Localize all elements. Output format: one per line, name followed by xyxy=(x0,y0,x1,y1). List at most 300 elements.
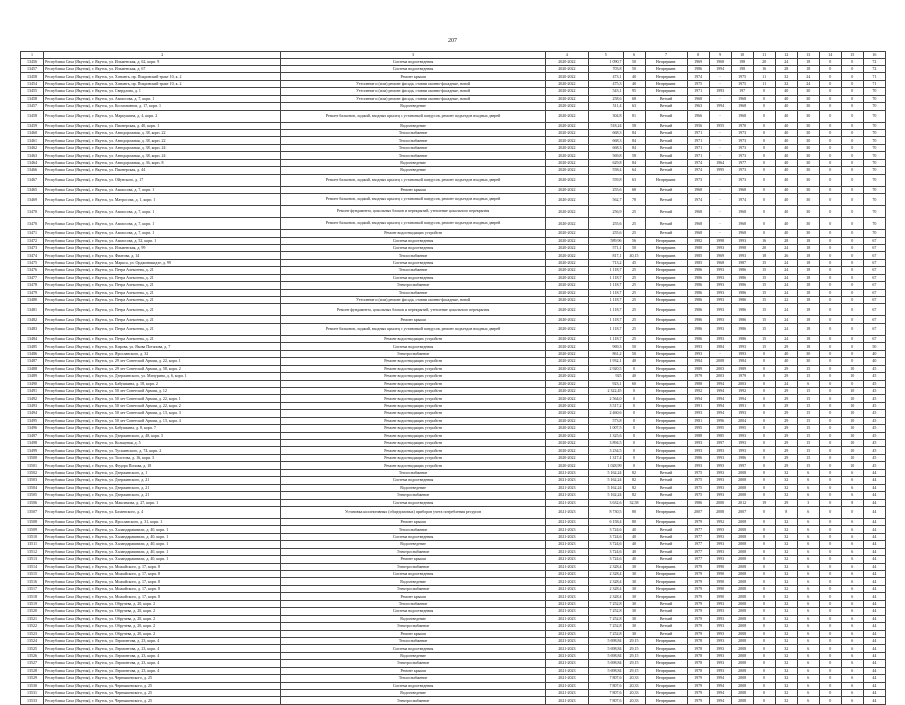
table-cell: 0 xyxy=(623,462,645,469)
table-cell: 2 920,5 xyxy=(588,365,623,372)
table-row xyxy=(21,432,886,439)
table-cell: 0 xyxy=(841,244,863,251)
table-cell: 80 xyxy=(623,506,645,518)
table-cell: Водоотведение xyxy=(281,484,546,491)
table-cell: 0 xyxy=(841,130,863,137)
table-cell: Теплоснабжение xyxy=(281,252,546,259)
table-cell: 6 xyxy=(797,637,819,644)
table-cell: 1968 xyxy=(731,186,753,193)
table-cell: 1974 xyxy=(687,159,709,166)
table-cell: 0 xyxy=(819,58,841,65)
table-cell: 67 xyxy=(863,267,885,274)
table-cell: 82 xyxy=(623,469,645,476)
table-row xyxy=(21,563,886,570)
table-cell: 58 xyxy=(623,152,645,159)
table-cell: 0 xyxy=(753,387,775,394)
table-cell: 1971 xyxy=(687,137,709,144)
table-cell: 45 xyxy=(863,380,885,387)
column-number: 16 xyxy=(863,52,885,59)
table-cell: 0 xyxy=(753,667,775,674)
table-cell: 1979 xyxy=(687,563,709,570)
table-cell: 13482 xyxy=(21,316,44,323)
table-cell: 0 xyxy=(819,425,841,432)
table-cell: 0 xyxy=(819,380,841,387)
table-cell: 1968 xyxy=(731,95,753,102)
table-cell: 1990 xyxy=(709,593,731,600)
table-cell: Теплоснабжение xyxy=(281,289,546,296)
table-row xyxy=(21,237,886,244)
table-cell: Электроснабжение xyxy=(281,660,546,667)
table-cell: 2020-2022 xyxy=(545,110,588,122)
table-cell: - xyxy=(709,186,731,193)
table-cell: 44 xyxy=(863,675,885,682)
table-cell: 0 xyxy=(819,350,841,357)
table-cell: 13531 xyxy=(21,690,44,697)
table-cell: 40 xyxy=(775,358,797,365)
table-cell: Непрерывн. xyxy=(645,65,687,72)
table-cell: 7 807,6 xyxy=(588,697,623,704)
table-cell: 1968 xyxy=(687,218,709,230)
table-cell: 44 xyxy=(863,660,885,667)
table-cell: 45 xyxy=(863,395,885,402)
table-cell: 6 xyxy=(797,556,819,563)
table-cell: 2003 xyxy=(709,365,731,372)
table-cell: 7 807,6 xyxy=(588,690,623,697)
table-cell: 1994 xyxy=(731,395,753,402)
table-cell: 2020-2022 xyxy=(545,95,588,102)
table-cell: 3 724,6 xyxy=(588,533,623,540)
table-row xyxy=(21,230,886,237)
table-cell: 44 xyxy=(863,593,885,600)
table-cell: 10 xyxy=(841,410,863,417)
table-cell: 15 xyxy=(753,267,775,274)
table-cell: 1991 xyxy=(687,402,709,409)
table-cell: 2007 xyxy=(687,506,709,518)
table-cell: 72 xyxy=(863,58,885,65)
table-cell: 40 xyxy=(775,110,797,122)
table-cell: 1975 xyxy=(731,80,753,87)
table-cell: 6 158,4 xyxy=(588,518,623,525)
table-cell: 13493 xyxy=(21,402,44,409)
table-cell: - xyxy=(709,110,731,122)
table-cell: 18 xyxy=(797,323,819,335)
table-cell: 197 xyxy=(731,88,753,95)
table-cell: 7 807,6 xyxy=(588,682,623,689)
table-cell: 2020-2022 xyxy=(545,462,588,469)
table-cell: 6 xyxy=(797,506,819,518)
table-cell: 0 xyxy=(753,682,775,689)
table-cell: 29 xyxy=(775,440,797,447)
table-row xyxy=(21,316,886,323)
table-cell: Республика Саха (Якутия), г. Якутск, ул. 29 лет Советской Армии, д. 22, корп. 1 xyxy=(44,358,281,365)
table-cell: Республика Саха (Якутия), г. Якутск, ул. Можайского, д. 17, корп. 8 xyxy=(44,593,281,600)
table-cell: 13469 xyxy=(21,194,44,206)
table-cell: Ремонт водоотводящих устройств xyxy=(281,387,546,394)
table-cell: 30 xyxy=(797,159,819,166)
table-cell: 6 xyxy=(797,477,819,484)
table-cell: Республика Саха (Якутия), г. Якутск, ул. Халандарашвили, д. 40, корп. 1 xyxy=(44,541,281,548)
table-cell: 0 xyxy=(819,358,841,365)
table-cell: 2020-2022 xyxy=(545,174,588,186)
table-cell: 2020-2022 xyxy=(545,144,588,151)
table-cell: 25 xyxy=(623,274,645,281)
table-cell: 6 xyxy=(841,578,863,585)
table-cell: 32 xyxy=(775,541,797,548)
table-cell: Непрерывн. xyxy=(645,252,687,259)
table-cell: 24 xyxy=(775,282,797,289)
table-cell: 1968 xyxy=(709,259,731,266)
table-cell: 2008 xyxy=(731,682,753,689)
table-cell: 25 xyxy=(623,335,645,342)
table-cell: Непрерывн. xyxy=(645,585,687,592)
table-cell: 2020-2022 xyxy=(545,137,588,144)
table-cell: 30 xyxy=(797,194,819,206)
table-cell: 63 xyxy=(623,103,645,110)
table-cell: 84 xyxy=(623,144,645,151)
table-cell: 13458 xyxy=(21,110,44,122)
table-cell: 1973 xyxy=(731,137,753,144)
table-cell: 1968 xyxy=(731,218,753,230)
table-row xyxy=(21,304,886,316)
table-cell: 925 xyxy=(588,373,623,380)
table-cell: 1993 xyxy=(709,454,731,461)
table-cell: 0 xyxy=(753,637,775,644)
table-cell: 1971 xyxy=(687,144,709,151)
table-cell: 0 xyxy=(841,206,863,218)
table-cell: 0 xyxy=(841,110,863,122)
table-cell: 1993 xyxy=(709,323,731,335)
table-cell: Непрерывн. xyxy=(645,297,687,304)
table-cell: Теплоснабжение xyxy=(281,637,546,644)
page-number: 207 xyxy=(448,38,457,44)
table-cell: 82 xyxy=(623,492,645,499)
table-row xyxy=(21,469,886,476)
table-row xyxy=(21,682,886,689)
table-cell: 1993 xyxy=(709,469,731,476)
table-cell: 7 252,8 xyxy=(588,600,623,607)
table-cell: 24 xyxy=(797,80,819,87)
table-cell: 0 xyxy=(819,237,841,244)
table-cell: 475,3 xyxy=(588,80,623,87)
table-cell: Республика Саха (Якутия), г. Якутск, ул. Свердлова, д. 1 xyxy=(44,88,281,95)
table-row xyxy=(21,58,886,65)
table-cell: 2021-2023 xyxy=(545,637,588,644)
table-cell: 2020-2022 xyxy=(545,230,588,237)
table-cell: 1975 xyxy=(687,80,709,87)
table-cell: 0 xyxy=(819,267,841,274)
table-row xyxy=(21,506,886,518)
table-cell: 1991 xyxy=(731,402,753,409)
table-cell: 44 xyxy=(863,563,885,570)
table-cell: 13471 xyxy=(21,230,44,237)
table-cell: Непрерывн. xyxy=(645,237,687,244)
table-cell: 2021-2023 xyxy=(545,682,588,689)
table-cell: 40 xyxy=(775,186,797,193)
table-cell: 10 xyxy=(841,425,863,432)
table-cell: Ремонт водоотводящих устройств xyxy=(281,380,546,387)
table-cell: 1975 xyxy=(687,469,709,476)
table-cell: 0 xyxy=(623,447,645,454)
table-cell: 1986 xyxy=(687,282,709,289)
table-cell: Республика Саха (Якутия), г. Якутск, ул. Кольцевая, д. 5 xyxy=(44,440,281,447)
table-cell: 10 xyxy=(841,440,863,447)
table-row xyxy=(21,73,886,80)
table-cell: 30 xyxy=(623,623,645,630)
table-cell: Ветхий xyxy=(645,484,687,491)
table-cell: 71 xyxy=(863,73,885,80)
table-cell: 2021-2023 xyxy=(545,563,588,570)
table-cell: 1994 xyxy=(709,402,731,409)
table-cell: 24 xyxy=(775,335,797,342)
table-cell: 84 xyxy=(623,137,645,144)
table-cell: - xyxy=(709,73,731,80)
table-cell: 258,6 xyxy=(588,95,623,102)
table-cell: 2008 xyxy=(731,697,753,704)
table-cell: 0 xyxy=(841,252,863,259)
table-cell: 1988 xyxy=(687,380,709,387)
table-cell: 44 xyxy=(863,477,885,484)
table-cell: 6 xyxy=(841,630,863,637)
table-cell: Республика Саха (Якутия), г. Якутск, ул. Автодорожная, д. 38, корп. 24 xyxy=(44,152,281,159)
table-cell: 1968 xyxy=(731,206,753,218)
table-cell: 40 xyxy=(775,206,797,218)
table-cell: Республика Саха (Якутия), г. Якутск, ул. Аммосова, д. 7, корп. 1 xyxy=(44,206,281,218)
table-cell: 0 xyxy=(819,667,841,674)
table-cell: 15 xyxy=(797,365,819,372)
table-cell: 32 xyxy=(775,637,797,644)
table-cell: 2008 xyxy=(731,469,753,476)
table-cell: 1993 xyxy=(709,297,731,304)
table-cell: 18 xyxy=(797,297,819,304)
table-cell: 0 xyxy=(753,593,775,600)
table-row xyxy=(21,637,886,644)
table-cell: 1985 xyxy=(687,259,709,266)
table-cell: 13486 xyxy=(21,350,44,357)
table-cell: 518,24 xyxy=(588,122,623,129)
table-cell: 0 xyxy=(753,110,775,122)
table-cell: Непрерывн. xyxy=(645,80,687,87)
table-cell: 44 xyxy=(863,578,885,585)
table-cell: Непрерывн. xyxy=(645,289,687,296)
table-cell: 44 xyxy=(863,623,885,630)
table-cell: 6 xyxy=(797,541,819,548)
table-cell: 0 xyxy=(841,267,863,274)
table-cell: 24 xyxy=(775,380,797,387)
table-cell: Непрерывн. xyxy=(645,380,687,387)
table-cell: 0 xyxy=(753,350,775,357)
table-cell: 0 xyxy=(819,230,841,237)
table-cell: 0 xyxy=(819,167,841,174)
table-cell: 24 xyxy=(775,289,797,296)
table-cell: Республика Саха (Якутия), г. Якутск, ул. Халандарашвили, д. 40, корп. 1 xyxy=(44,526,281,533)
table-cell: Ветхий xyxy=(645,526,687,533)
table-cell: 0 xyxy=(841,122,863,129)
table-row xyxy=(21,593,886,600)
table-cell: Ветхий xyxy=(645,230,687,237)
table-cell: 15 xyxy=(797,417,819,424)
table-cell: 20 xyxy=(753,244,775,251)
table-cell: Республика Саха (Якутия), г. Якутск, ул. Петра Алексеева, д. 21 xyxy=(44,282,281,289)
table-cell: 1986 xyxy=(687,297,709,304)
table-cell: 5 162,24 xyxy=(588,484,623,491)
table-cell: 20,33 xyxy=(623,675,645,682)
table-cell: 1987 xyxy=(731,259,753,266)
table-cell: 13507 xyxy=(21,506,44,518)
table-cell: 40 xyxy=(775,122,797,129)
table-cell: 2020-2022 xyxy=(545,186,588,193)
table-row xyxy=(21,289,886,296)
table-cell: 1993 xyxy=(731,447,753,454)
table-cell: Ремонт крыши xyxy=(281,73,546,80)
table-cell: 18 xyxy=(797,58,819,65)
table-cell: 1993 xyxy=(709,608,731,615)
table-cell: Ветхий xyxy=(645,194,687,206)
table-cell: 3 724,6 xyxy=(588,526,623,533)
table-cell: 2020-2022 xyxy=(545,103,588,110)
table-cell: Водоотведение xyxy=(281,167,546,174)
table-cell: 1 118,7 xyxy=(588,304,623,316)
table-cell: 1986 xyxy=(731,289,753,296)
table-cell: 2020-2022 xyxy=(545,167,588,174)
table-cell: 80 xyxy=(623,518,645,525)
table-row xyxy=(21,417,886,424)
table-cell: 56 xyxy=(623,237,645,244)
table-cell: 13494 xyxy=(21,410,44,417)
table-cell: 0 xyxy=(841,380,863,387)
table-cell: 1993 xyxy=(709,274,731,281)
table-cell: Республика Саха (Якутия), г. Якутск, ул. Лермонтова, д. 23, корп. 4 xyxy=(44,645,281,652)
table-cell: 81 xyxy=(623,110,645,122)
table-cell: 1994 xyxy=(687,395,709,402)
table-cell: Непрерывн. xyxy=(645,350,687,357)
table-cell: 25 xyxy=(623,316,645,323)
table-row xyxy=(21,425,886,432)
table-cell: 0 xyxy=(753,578,775,585)
table-cell: 24 xyxy=(775,323,797,335)
table-cell: 32 xyxy=(775,585,797,592)
table-cell: 44 xyxy=(863,600,885,607)
table-cell: 13491 xyxy=(21,387,44,394)
table-cell: Водоотведение xyxy=(281,578,546,585)
table-cell: 2008 xyxy=(731,615,753,622)
table-cell: 1993 xyxy=(709,652,731,659)
table-cell: 22 xyxy=(775,297,797,304)
table-cell: 0 xyxy=(753,469,775,476)
table-cell: 32 xyxy=(775,563,797,570)
table-cell: Система водоотведения xyxy=(281,533,546,540)
table-cell: 40 xyxy=(775,194,797,206)
table-cell: 0 xyxy=(819,469,841,476)
table-cell: 0 xyxy=(819,548,841,555)
table-cell: 24 xyxy=(775,58,797,65)
table-cell: 13457 xyxy=(21,65,44,72)
table-cell: 0 xyxy=(819,578,841,585)
table-cell: 32 xyxy=(775,600,797,607)
table-cell: 13457 xyxy=(21,103,44,110)
table-cell: Республика Саха (Якутия), г. Якутск, ул. 50 лет Советской Армии, д. 13, корп. 3 xyxy=(44,410,281,417)
table-cell: 0 xyxy=(841,358,863,365)
table-cell: Республика Саха (Якутия), г. Якутск, ул. Лермонтова, д. 23, корп. 4 xyxy=(44,637,281,644)
table-cell: 1973 xyxy=(731,174,753,186)
table-cell: 1990 xyxy=(709,571,731,578)
table-cell: Ремонт водоотводящих устройств xyxy=(281,373,546,380)
table-cell: 15 xyxy=(797,395,819,402)
table-cell: Республика Саха (Якутия), г. Якутск, ул. Чернышевского, д. 25 xyxy=(44,690,281,697)
table-cell: 30 xyxy=(623,593,645,600)
table-cell: 40 xyxy=(775,88,797,95)
table-cell: 562,7 xyxy=(588,194,623,206)
table-cell: 40 xyxy=(623,533,645,540)
table-row xyxy=(21,462,886,469)
table-cell: 67 xyxy=(863,289,885,296)
table-cell: 558,4 xyxy=(588,167,623,174)
table-cell: Ремонт балконов, лоджий, входных крылец с установкой пандусов, ремонт подъездов входных дверей xyxy=(281,194,546,206)
table-cell: 0 xyxy=(753,697,775,704)
table-cell: - xyxy=(709,350,731,357)
table-cell: 18 xyxy=(753,252,775,259)
table-cell: 2008 xyxy=(731,690,753,697)
table-cell: 67 xyxy=(863,282,885,289)
table-cell: 40 xyxy=(775,167,797,174)
table-cell: Республика Саха (Якутия), г. Якутск, ул. Петра Алексеева, д. 21 xyxy=(44,335,281,342)
table-cell: 15 xyxy=(753,323,775,335)
table-cell: 1974 xyxy=(687,167,709,174)
table-cell: Система водоотведения xyxy=(281,237,546,244)
table-cell: 29 xyxy=(775,402,797,409)
table-cell: 0 xyxy=(841,103,863,110)
table-cell: 1993 xyxy=(709,615,731,622)
table-cell: 18 xyxy=(797,65,819,72)
table-cell: 2021-2023 xyxy=(545,469,588,476)
table-cell: Непрерывн. xyxy=(645,58,687,65)
table-cell: Республика Саха (Якутия), г. Якутск, ул. Халандарашвили, д. 40, корп. 1 xyxy=(44,556,281,563)
table-cell: 6 xyxy=(797,548,819,555)
table-cell: 18 xyxy=(797,289,819,296)
table-cell: 6 xyxy=(841,533,863,540)
table-cell: Ремонт крыши xyxy=(281,667,546,674)
table-cell: 1977 xyxy=(687,548,709,555)
table-cell: 0 xyxy=(841,289,863,296)
table-cell: 1996 xyxy=(709,417,731,424)
table-cell: 2021-2023 xyxy=(545,585,588,592)
table-cell: 44 xyxy=(863,667,885,674)
table-cell: 2020-2022 xyxy=(545,395,588,402)
table-row xyxy=(21,630,886,637)
table-cell: 0 xyxy=(819,252,841,259)
table-cell: 30 xyxy=(623,585,645,592)
table-cell: 0 xyxy=(753,365,775,372)
table-cell: 571,1 xyxy=(588,244,623,251)
table-cell: 6 xyxy=(797,593,819,600)
table-cell: 13524 xyxy=(21,637,44,644)
table-cell: 10 xyxy=(841,365,863,372)
table-cell: 0 xyxy=(753,137,775,144)
table-row xyxy=(21,600,886,607)
table-cell: 45 xyxy=(623,259,645,266)
table-cell: 30 xyxy=(797,103,819,110)
table-cell: 13461 xyxy=(21,137,44,144)
table-cell: 6 xyxy=(841,660,863,667)
table-cell: 1993 xyxy=(731,237,753,244)
table-cell: 32 xyxy=(775,548,797,555)
table-cell: 255,6 xyxy=(588,186,623,193)
table-cell: 1974 xyxy=(687,194,709,206)
table-cell: 13516 xyxy=(21,578,44,585)
table-cell: 11 xyxy=(753,80,775,87)
table-cell: 40 xyxy=(623,541,645,548)
column-number: 15 xyxy=(841,52,863,59)
table-cell: 1993 xyxy=(709,335,731,342)
